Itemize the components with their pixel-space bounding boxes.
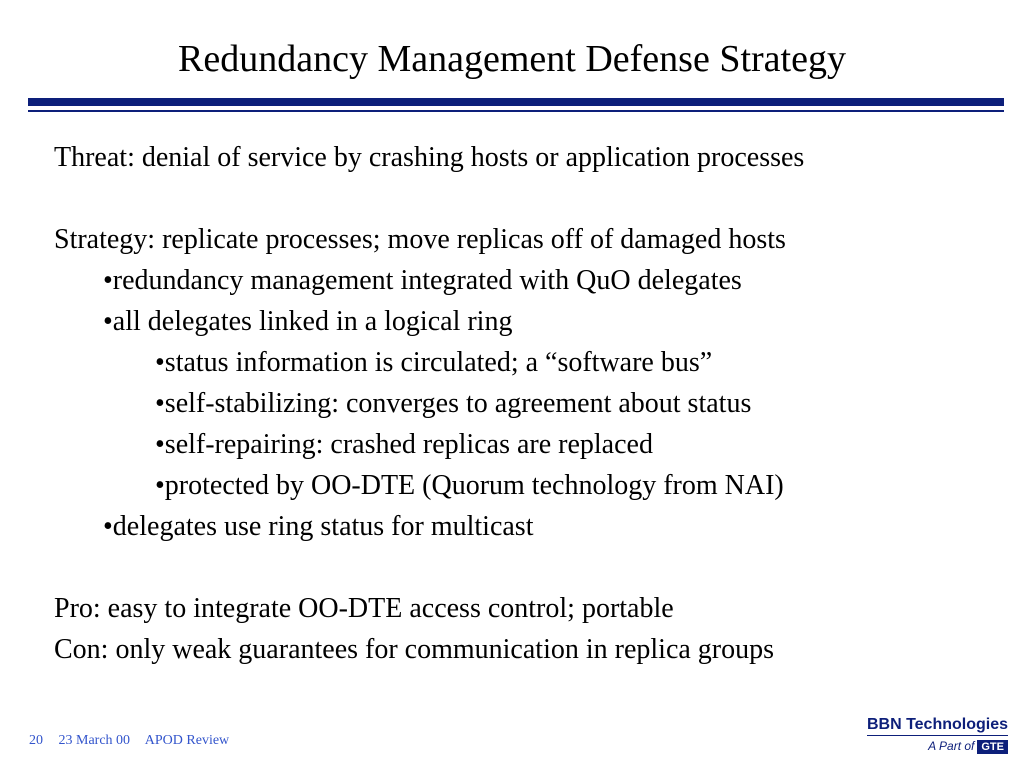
brand-tagline: A Part of <box>928 739 975 753</box>
bullet-protected-oo-dte: •protected by OO-DTE (Quorum technology from NAI) <box>155 470 784 501</box>
slide-title: Redundancy Management Defense Strategy <box>178 38 846 80</box>
threat-line: Threat: denial of service by crashing hosts or application processes <box>54 142 805 173</box>
bullet-redundancy-management: •redundancy management integrated with QuO delegates <box>103 265 742 296</box>
spacer <box>54 178 1014 219</box>
page-number: 20 <box>29 733 43 748</box>
bullet-logical-ring: •all delegates linked in a logical ring <box>103 306 513 337</box>
bullet-status-information: •status information is circulated; a “software bus” <box>155 347 713 378</box>
footer-date: 23 March 00 <box>58 733 131 748</box>
brand-logo <box>848 716 1008 754</box>
footer-event: APOD Review <box>144 733 230 748</box>
bullet-multicast: •delegates use ring status for multicast <box>103 511 534 542</box>
pro-line: Pro: easy to integrate OO-DTE access control; portable <box>54 593 674 624</box>
title-divider-thin <box>28 110 1004 112</box>
con-line: Con: only weak guarantees for communication in replica groups <box>54 634 775 665</box>
bullet-self-repairing: •self-repairing: crashed replicas are replaced <box>155 429 653 460</box>
strategy-line: Strategy: replicate processes; move replicas off of damaged hosts <box>54 224 786 255</box>
slide-footer <box>29 733 241 749</box>
brand-name: BBN Technologies <box>867 716 1008 736</box>
gte-logo: GTE <box>977 740 1008 754</box>
slide-body <box>54 137 1014 670</box>
title-divider-thick <box>28 98 1004 106</box>
bullet-self-stabilizing: •self-stabilizing: converges to agreement about status <box>155 388 752 419</box>
spacer <box>54 547 1014 588</box>
brand-tagline-row <box>848 739 1008 754</box>
